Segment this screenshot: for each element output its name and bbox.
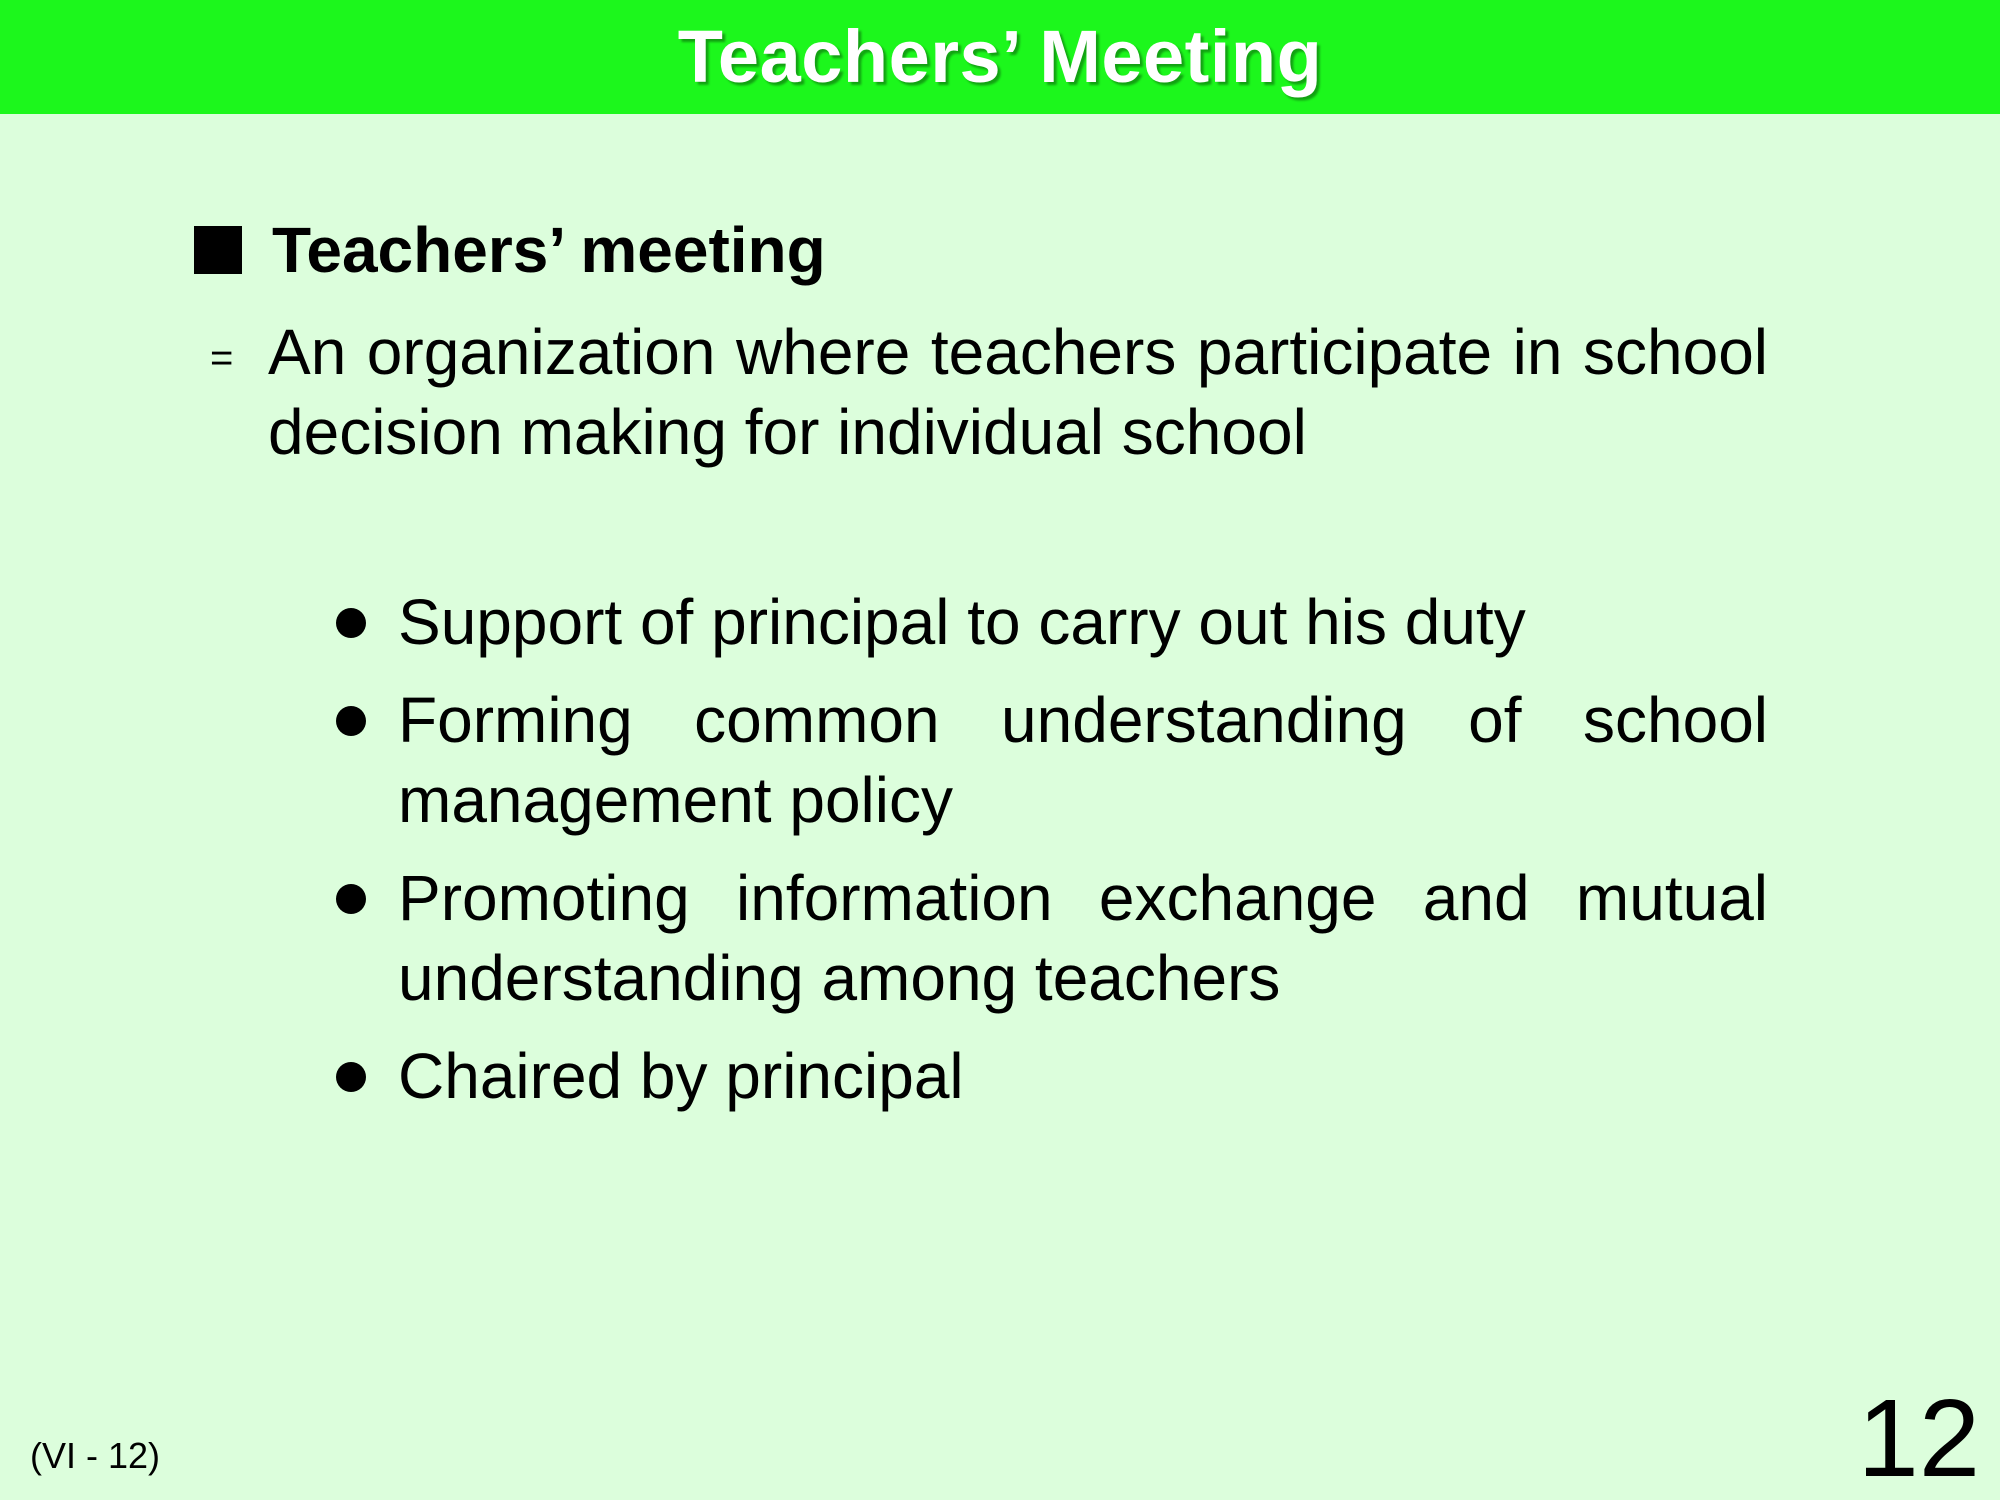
list-item	[330, 582, 1768, 662]
list-item	[330, 680, 1768, 840]
footer-reference: (VI - 12)	[30, 1435, 161, 1476]
list-item	[330, 1036, 1768, 1116]
heading-text: Teachers’ meeting	[272, 214, 826, 286]
equals-icon: =	[210, 336, 234, 380]
bullet-dot-icon	[336, 706, 366, 736]
title-bar	[0, 0, 2000, 114]
bullet-text: Support of principal to carry out his duty	[398, 586, 1526, 658]
section-heading	[194, 214, 826, 286]
bullet-dot-icon	[336, 1062, 366, 1092]
bullet-list	[330, 582, 1768, 1134]
list-item	[330, 858, 1768, 1018]
definition-text: An organization where teachers participate in school decision making for individual school	[268, 316, 1768, 468]
bullet-dot-icon	[336, 608, 366, 638]
slide-title: Teachers’ Meeting	[677, 15, 1323, 98]
bullet-text: Chaired by principal	[398, 1040, 964, 1112]
bullet-text: Forming common understanding of school management policy	[398, 684, 1768, 836]
bullet-dot-icon	[336, 884, 366, 914]
bullet-text: Promoting information exchange and mutual understanding among teachers	[398, 862, 1768, 1014]
square-bullet-icon	[194, 226, 242, 274]
page-number: 12	[1857, 1377, 1980, 1500]
definition-block	[210, 312, 1768, 472]
